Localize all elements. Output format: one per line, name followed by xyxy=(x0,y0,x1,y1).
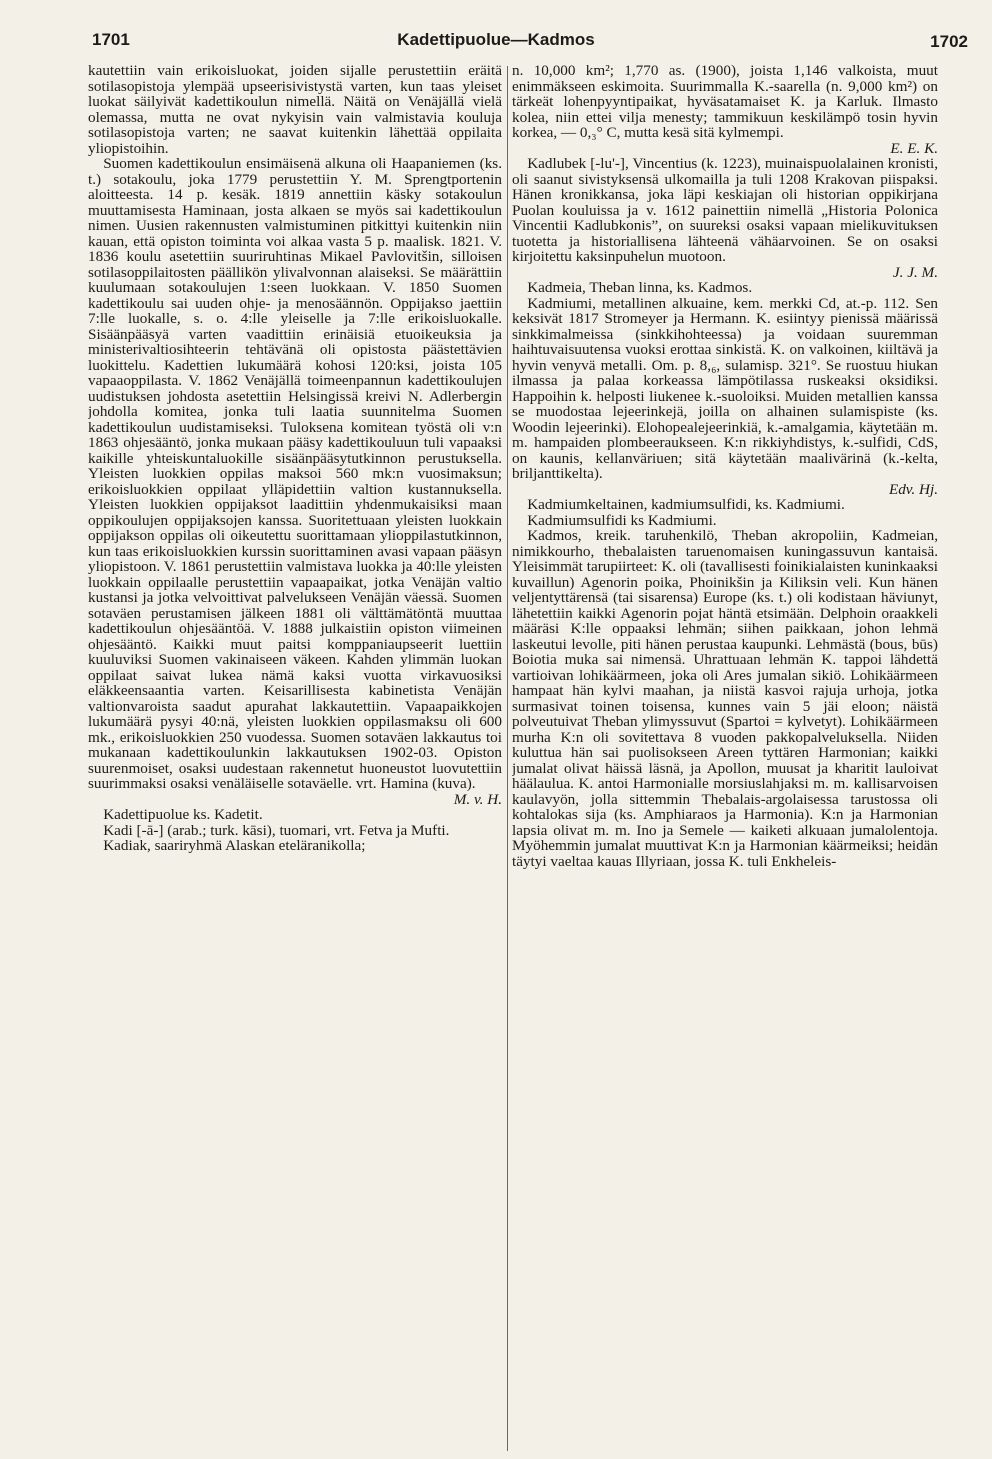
entry-kadlubek: Kadlubek [-lu'-], Vincentius (k. 1223), muinaispuolalainen kronisti, oli saanut sivistyksensä ulkomailla ja tuli 1208 Krakovan piispaksi. Hänen kronikkansa, joka läpi keskiajan oli historian oppikirjana Puolan kouluissa ja v. 1612 painettiin nimellä „Historia Polonica Vincentii Kadlubkonis”, on suureksi osaksi vapaan mielikuvituksen tuotetta ja historiallisena lähteenä vähäarvoinen. Se on osaksi kirjoitettu kaksinpuhelun muotoon. xyxy=(512,155,938,265)
page-number-left: 1701 xyxy=(92,30,130,49)
entry-kadiak: Kadiak, saariryhmä Alaskan eteläranikolla; xyxy=(103,837,366,854)
author-signature xyxy=(88,792,502,808)
entry-kadi: Kadi [-ā-] (arab.; turk. kāsi), tuomari, vrt. Fetva ja Mufti. xyxy=(103,821,450,839)
kadiak-continuation: n. 10,000 km²; 1,770 as. (1900), joista 1,146 valkoista, muut enimmäkseen eskimoita. Suurimmalla K.-saarella (n. 9,000 km²) on tärkeät lohenpyyntipaikat, hyväsatamaiset K. ja Karluk. Ilmasto kolea, niin ettei vilja menesty; tammikuun keskilämpö tosin hyvin korkea, — 0,₃° C, mutta kesä sitä kylmempi. xyxy=(512,63,938,141)
entry-kadmiumi: Kadmiumi, metallinen alkuaine, kem. merkki Cd, at.-p. 112. Sen keksivät 1817 Stromeyer ja Hermann. K. esiintyy pienissä määrissä sinkkimalmeissa (sinkkihohteessa) ja voidaan suuremman haihtuvaisuutensa vuoksi erottaa sinkistä. K. on valkoinen, kiiltävä ja hyvin venyvä metalli. Om. p. 8,₆, sulamisp. 321°. Se ruostuu hiukan ilmassa ja palaa korkeassa lämpötilassa ruskeaksi oksidiksi. Happoihin k. helposti liukenee k.-suoloiksi. Muiden metallien kanssa se muodostaa lejeerinkejä, joilla on alhainen sulamispiste (ks. Woodin lejeerinki). Elohopealejeerinkiä, k.-amalgamia, käytetään m. m. hampaiden plombeeraukseen. K:n rikkiyhdistys, k.-sulfidi, CdS, on kaunis, kellanväriuen; sitä käytetään maalivärinä (k.-kelta, briljanttikelta). xyxy=(512,294,938,482)
kadettikoulu-finland-paragraph: Suomen kadettikoulun ensimäisenä alkuna oli Haapaniemen (ks. t.) sotakoulu, joka 1779 perustettiin Y. M. Sprengtportenin aloitteesta. 14 p. kesäk. 1819 annettiin käsky sotakoulun muuttamisesta Haminaan, josta alkaen se myös sai kadettikoulun nimen. Uusien rakennusten valmistuminen pitkittyi kuitenkin niin kauan, että opiston toiminta voi alkaa vasta 5 p. maalisk. 1821. V. 1836 koulu asetettiin suuriruhtinas Mikael Pavlovitšin, silloisen sotilasoppilaitosten päällikön ylivalvonnan alaiseksi. Se määrättiin kuulumaan sotakoulujen 1:seen luokkaan. V. 1850 Suomen kadettikoulu sai uuden ohje- ja menosäännön. Oppijakso jaettiin 7:lle luokalle, s. o. 4:lle yleiselle ja 7:lle erikoisluokalle. Sisäänpääsyä varten vaadittiin erinäisiä etuoikeuksia ja ministerivaltiosihteerin tehtävänä oli opistosta päästettävien luokittelu. Kadettien lukumäärä kohosi 120:ksi, joista 105 vapaaoppilasta. V. 1862 Venäjällä toimeenpannun kadettikoulujen uudistuksen johdosta asetettiin Helsingissä kreivi N. Adlerbergin johdolla komitea, jonka tuli laatia suunnitelma Suomen kadettikoulun uudistamiseksi. Tuloksena komitean työstä oli v:n 1863 ohjesääntö, jonka mukaan pääsy kadettikouluun tuli vapaaksi kaikille yhteiskuntaluokille sisäänpääsytutkinnon perustuksella. Yleisten luokkien oppilas maksoi 560 mk:n vuosimaksun; erikoisluokkien oppilaat ylläpidettiin valtion kustannuksella. Yleisten luokkien oppijaksot laadittiin yhdenmukaisiksi maan oppikoulujen oppijaksojen kanssa. Suoritettuaan yleisten luokkain oppijakson oppilas oli oikeutettu suorittamaan ylioppilastutkinnon, kun taas erikoisluokkien kurssin suorittaminen avasi vapaan pääsyn yliopistoon. V. 1861 perustettiin valmistava luokka ja 40:lle yleisten luokkain oppilaalle perustettiin vapaapaikat, jotka Venäjän valtio kustansi ja jotka velvoittivat palvelukseen Venäjän väessä. Suomen sotaväen perustamisen jälkeen 1881 oli välttämätöntä muuttaa kadettikoulun ohjesääntöä. V. 1888 julkaistiin opiston viimeinen ohjesääntö. Kaikki muut paitsi komppaniaupseerit luettiin kuuluviksi Suomen vakinaiseen väkeen. Kahden ylimmän luokan oppilaat saivat lukea nämä kaksi vuotta virkavuosiksi eläkkeensaantia varten. Keisarillisesta kabinetista Venäjän valtionvaroista saadut apurahat lakkautettiin. Vapaapaikkojen lukumäärä pysyi 40:nä, yleisten luokkien oppilasmaksu oli 600 mk., erikoisluokkien 250 vuodessa. Suomen sotaväen lakkautus toi mukanaan kadettikoulunkin lakkautuksen 1902-03. Opiston suurenmoiset, osaksi uudestaan rakennetut huoneustot luovutettiin suurimmaksi osaksi venäläiselle sotaväelle. vrt. Hamina (kuva). xyxy=(88,155,502,792)
running-title: Kadettipuolue—Kadmos xyxy=(397,30,595,49)
entry-kadettipuolue: Kadettipuolue ks. Kadetit. xyxy=(103,806,263,823)
author-signature xyxy=(512,482,938,498)
author-signature xyxy=(512,141,938,157)
left-column xyxy=(88,63,502,1453)
kadettikoulu-continuation: kautettiin vain erikoisluokat, joiden sijalle perustettiin eräitä sotilasopistoja ylempää upseerisivistystä varten, kun taas yleiset luokat säilyivät kadettikoulun nimellä. Näitä on Venäjällä vielä olemassa, mutta ne ovat nykyisin vain valmistavia kouluja sotilasopistoja varten; ne saavat kuitenkin lähettää oppilaita yliopistoihin. xyxy=(88,63,502,157)
author-signature xyxy=(512,265,938,281)
entry-kadmiumsulfidi: Kadmiumsulfidi ks Kadmiumi. xyxy=(527,511,717,529)
signature-text: E. E. K. xyxy=(890,139,938,157)
entry-kadmos: Kadmos, kreik. taruhenkilö, Theban akropoliin, Kadmeian, nimikkourho, thebalaisten taruenomaisen kuningassuvun kantaisä. Yleisimmät tarupiirteet: K. oli (tavallisesti foinikialaisten kuninkaaksi kuvaillun) Agenorin poika, Phoinikšin ja Kiliksin veli. Kun hänen veljentyttärensä (tai sisarensa) Europe (ks. t.) oli kodistaan häviunyt, lähetettiin kaikki Agenorin pojat häntä etsimään. Delphoin oraakkeli määräsi K:lle oppaaksi lehmän; siihen paikkaan, johon lehmä laskeutui levolle, piti hänen perustaa kaupunki. Lehmästä (bous, būs) Boiotia muka sai nimensä. Uhrattuaan lehmän K. tappoi lähdettä vartioivan lohikäärmeen, joka oli Ares jumalan sikiö. Lohikäärmeen hampaat hän kylvi maahan, ja niistä kasvoi rajuja urhoja, jotka surmasivat toinen toisensa, kunnes vain 5 jäi eloon; näistä polveutuivat Theban ylimyssuvut (Spartoi = kylvetyt). Lohikäärmeen murha K:n oli sovitettava 8 vuoden pakkopalveluksella. Niiden kuluttua hän sai puolisokseen Areen tyttären Harmonian; kaikki jumalat olivat häissä läsnä, ja Apollon, muusat ja kharitit lauloivat häälaulua. K. antoi Harmonialle morsiuslahjaksi m. m. kallisarvoisen kaulavyön, jolla sittemmin Thebalais-argolaisessa tarustossa oli kohtalokas sija (ks. Amphiaraos ja Harmonia). K:n ja Harmonian lapsia olivat m. m. Ino ja Semele — kaiketi alkuaan jumalolentoja. Myöhemmin jumalat muuttivat K:n ja Harmonian käärmeiksi; heidän täytyi vaeltaa kauas Illyriaan, jossa K. tuli Enkheleis- xyxy=(512,527,938,870)
page-header xyxy=(0,0,992,60)
column-divider xyxy=(507,66,508,1451)
signature-text: M. v. H. xyxy=(453,790,502,808)
entry-kadmiumkeltainen: Kadmiumkeltainen, kadmiumsulfidi, ks. Kadmiumi. xyxy=(527,496,845,513)
signature-text: Edv. Hj. xyxy=(888,480,938,498)
entry-kadmeia: Kadmeia, Theban linna, ks. Kadmos. xyxy=(527,279,753,296)
page-number-right: 1702 xyxy=(930,32,968,51)
signature-text: J. J. M. xyxy=(892,263,938,281)
right-column xyxy=(512,63,938,1453)
